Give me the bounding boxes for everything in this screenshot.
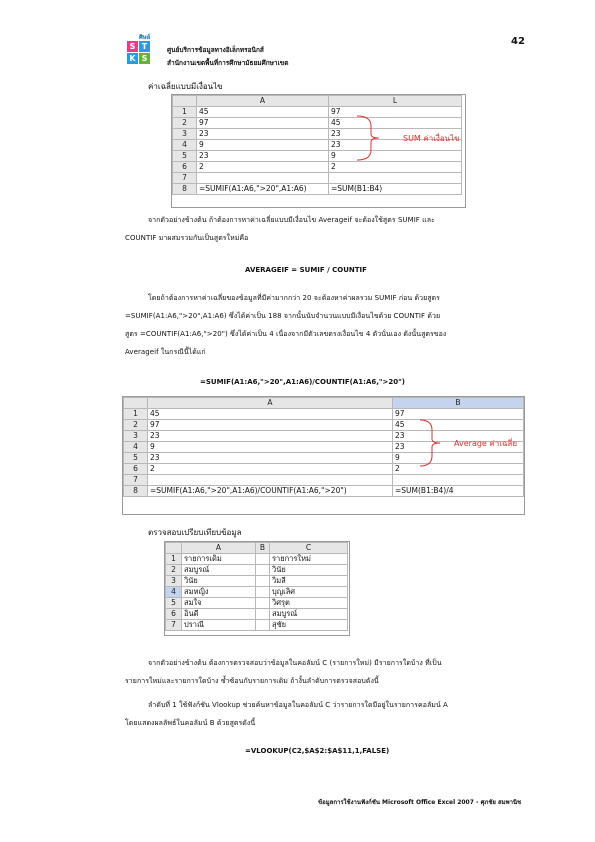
column-header-a[interactable]: A (182, 543, 256, 554)
org-line-1: ศูนย์บริการข้อมูลทางอิเล็กทรอนิกส์ (167, 46, 264, 54)
cell[interactable]: วิศรุต (270, 598, 348, 609)
cell[interactable]: วินัย (270, 565, 348, 576)
row-number[interactable]: 4 (124, 442, 148, 453)
column-header-a[interactable]: A (148, 398, 393, 409)
row-number[interactable]: 8 (173, 184, 197, 195)
cell[interactable]: 23 (329, 140, 462, 151)
column-header-b[interactable]: L (329, 96, 462, 107)
formula-vlookup: =VLOOKUP(C2,$A$2:$A$11,1,FALSE) (245, 747, 390, 755)
spreadsheet-sumif (171, 94, 466, 208)
cell[interactable]: สุชัย (270, 620, 348, 631)
cell[interactable]: ปราณี (182, 620, 256, 631)
cell[interactable]: 23 (148, 453, 393, 464)
brace-icon (355, 114, 385, 162)
cell[interactable]: 97 (393, 409, 524, 420)
column-header-c[interactable]: C (270, 543, 348, 554)
row-number[interactable]: 5 (124, 453, 148, 464)
cell[interactable]: บุญเลิศ (270, 587, 348, 598)
section-caption-compare: ตรวจสอบเปรียบเทียบข้อมูล (148, 528, 242, 537)
spreadsheet-compare (164, 541, 350, 636)
row-number[interactable]: 7 (173, 173, 197, 184)
row-number[interactable]: 5 (173, 151, 197, 162)
formula-averageif: AVERAGEIF = SUMIF / COUNTIF (245, 266, 367, 274)
cell[interactable]: 97 (197, 118, 329, 129)
row-number[interactable]: 3 (124, 431, 148, 442)
cell-formula[interactable]: =SUMIF(A1:A6,">20",A1:A6) (197, 184, 329, 195)
cell[interactable]: สมบูรณ์ (270, 609, 348, 620)
paragraph-line: จากตัวอย่างข้างต้น ถ้าต้องการหาค่าเฉลี่ยแบบมีเงื่อนไข Averageif จะต้องใช้สูตร SUMIF และ (148, 216, 435, 224)
corner-cell (124, 398, 148, 409)
cell[interactable] (256, 620, 270, 631)
cell[interactable]: 9 (393, 453, 524, 464)
row-number[interactable]: 3 (166, 576, 182, 587)
cell[interactable]: สมใจ (182, 598, 256, 609)
cell[interactable]: 9 (197, 140, 329, 151)
row-number[interactable]: 8 (124, 486, 148, 497)
cell[interactable] (256, 576, 270, 587)
logo-tag: ศิษย์ (139, 34, 151, 41)
page-footer: ข้อมูลการใช้งานฟังก์ชัน Microsoft Office Excel 2007 - ศุภชัย สมพานิช (318, 799, 522, 806)
spreadsheet-average (122, 396, 525, 515)
corner-cell (173, 96, 197, 107)
cell[interactable]: 2 (148, 464, 393, 475)
cell[interactable]: 9 (329, 151, 462, 162)
row-number[interactable]: 6 (173, 162, 197, 173)
column-header-b[interactable]: B (256, 543, 270, 554)
cell[interactable]: 45 (148, 409, 393, 420)
cell[interactable]: รายการเดิม (182, 554, 256, 565)
formula-average-combined: =SUMIF(A1:A6,">20",A1:A6)/COUNTIF(A1:A6,">20") (200, 378, 405, 386)
section-caption-average: ค่าเฉลี่ยแบบมีเงื่อนไข (148, 82, 223, 91)
row-number[interactable]: 2 (173, 118, 197, 129)
paragraph-line: COUNTIF มาผสมรวมกันเป็นสูตรใหม่คือ (125, 234, 249, 242)
cell[interactable]: 23 (197, 151, 329, 162)
row-number[interactable]: 1 (173, 107, 197, 118)
cell[interactable]: 45 (197, 107, 329, 118)
cell[interactable] (256, 609, 270, 620)
cell[interactable]: 23 (393, 431, 524, 442)
row-number[interactable]: 4 (173, 140, 197, 151)
cell[interactable]: 23 (197, 129, 329, 140)
cell-formula[interactable]: =SUM(B1:B4)/4 (393, 486, 524, 497)
page-number: 42 (511, 36, 525, 47)
cell[interactable] (148, 475, 393, 486)
row-number[interactable]: 1 (166, 554, 182, 565)
cell[interactable] (256, 598, 270, 609)
paragraph-line: Averageif ในกรณีนี้ได้แก่ (125, 348, 206, 356)
paragraph-line: รายการใหม่และรายการใดบ้าง ซ้ำซ้อนกับรายการเดิม ถ้างั้นลำดับการตรวจสอบดังนี้ (125, 677, 379, 685)
paragraph-line: จากตัวอย่างข้างต้น ต้องการตรวจสอบว่าข้อมูลในคอลัมน์ C (รายการใหม่) มีรายการใดบ้าง ที่เป็น (148, 659, 442, 667)
brace-icon (418, 418, 444, 468)
cell[interactable]: 45 (393, 420, 524, 431)
cell[interactable]: 97 (148, 420, 393, 431)
row-number[interactable]: 2 (166, 565, 182, 576)
row-number[interactable]: 1 (124, 409, 148, 420)
cell[interactable] (256, 554, 270, 565)
cell[interactable]: 9 (148, 442, 393, 453)
cell[interactable]: สมบูรณ์ (182, 565, 256, 576)
cell[interactable]: วิมลี (270, 576, 348, 587)
corner-cell (166, 543, 182, 554)
paragraph-line: โดยแสดงผลลัพธ์ในคอลัมน์ B ด้วยสูตรดังนี้ (125, 719, 256, 727)
logo-letter-s2: S (139, 53, 150, 64)
cell[interactable] (329, 173, 462, 184)
cell[interactable]: 23 (393, 442, 524, 453)
cell[interactable]: 97 (329, 107, 462, 118)
cell[interactable]: 23 (329, 129, 462, 140)
cell[interactable]: 2 (197, 162, 329, 173)
logo-letter-k: K (127, 53, 138, 64)
row-number[interactable]: 7 (124, 475, 148, 486)
paragraph-line: ลำดับที่ 1 ใช้ฟังก์ชัน Vlookup ช่วยค้นหาข้อมูลในคอลัมน์ C ว่ารายการใดมีอยู่ในรายการคอลัมน์ A (148, 701, 448, 709)
paragraph-line: สูตร =COUNTIF(A1:A6,">20") ซึ่งได้ค่าเป็น 4 เนื่องจากมีตัวเลขตรงเงื่อนไข 4 ตัวนั่นเอง ดังนั้นสูตรของ (125, 330, 447, 338)
row-number[interactable]: 4 (166, 587, 182, 598)
paragraph-line: =SUMIF(A1:A6,">20",A1:A6) ซึ่งได้ค่าเป็น 188 จากนั้นนับจำนวนแบบมีเงื่อนไขด้วย COUNTIF ด้วย (125, 312, 441, 320)
org-line-2: สำนักงานเขตพื้นที่การศึกษามัธยมศึกษาเขต (167, 59, 289, 67)
cell[interactable]: อินดี (182, 609, 256, 620)
cell[interactable]: สมหญิง (182, 587, 256, 598)
row-number[interactable]: 5 (166, 598, 182, 609)
cell[interactable]: 2 (393, 464, 524, 475)
row-number[interactable]: 2 (124, 420, 148, 431)
cell[interactable]: 23 (148, 431, 393, 442)
logo (127, 32, 171, 72)
cell[interactable] (393, 475, 524, 486)
row-number[interactable]: 3 (173, 129, 197, 140)
logo-letter-s: S (127, 41, 138, 52)
cell[interactable]: 45 (329, 118, 462, 129)
sumif-annotation: SUM ค่าเงื่อนไข (403, 134, 460, 143)
logo-letter-t: T (139, 41, 150, 52)
row-number[interactable]: 6 (124, 464, 148, 475)
cell[interactable] (256, 565, 270, 576)
paragraph-line: โดยถ้าต้องการหาค่าเฉลี่ยของข้อมูลที่มีค่ามากกว่า 20 จะต้องหาค่าผลรวม SUMIF ก่อน ด้วยสูตร (148, 294, 440, 302)
row-number[interactable]: 6 (166, 609, 182, 620)
cell[interactable]: วินัย (182, 576, 256, 587)
column-header-b[interactable]: B (393, 398, 524, 409)
cell[interactable]: รายการใหม่ (270, 554, 348, 565)
row-number[interactable]: 7 (166, 620, 182, 631)
cell[interactable] (197, 173, 329, 184)
cell-formula[interactable]: =SUMIF(A1:A6,">20",A1:A6)/COUNTIF(A1:A6,">20") (148, 486, 393, 497)
average-annotation: Average ค่าเฉลี่ย (454, 439, 518, 448)
column-header-a[interactable]: A (197, 96, 329, 107)
cell[interactable]: 2 (329, 162, 462, 173)
cell-formula[interactable]: =SUM(B1:B4) (329, 184, 462, 195)
cell[interactable] (256, 587, 270, 598)
